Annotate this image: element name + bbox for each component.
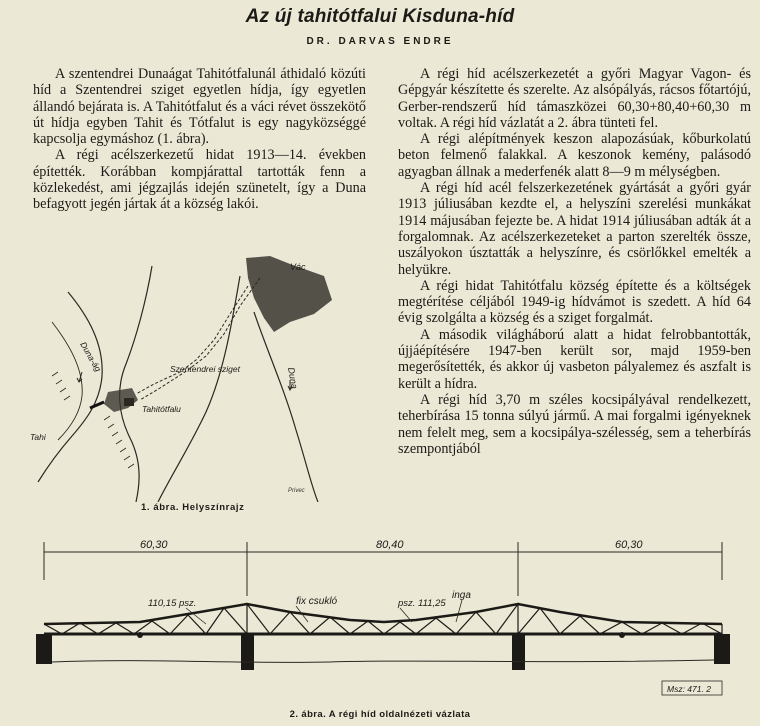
annotation-psz-left: 110,15 psz. bbox=[148, 598, 197, 609]
map-label-szentendrei-sziget: Szentendrei sziget bbox=[170, 364, 240, 374]
map-label-vac: Vác bbox=[290, 262, 306, 272]
shore-hatching bbox=[52, 372, 70, 400]
pier bbox=[512, 634, 525, 670]
map-label-dunaag: Duna-ág bbox=[78, 340, 104, 374]
span-label: 60,30 bbox=[615, 539, 643, 551]
paragraph: A régi híd 3,70 m széles kocsipályával rendelkezett, teherbírása 15 tonna súlyú jármű. A mai forgalmi igényeknek nem felelt meg, sem a kocsipálya-szélesség, sem a teherbírás szempontjából bbox=[398, 391, 751, 457]
island-west-bank bbox=[120, 266, 152, 502]
article-author: DR. DARVAS ENDRE bbox=[306, 36, 454, 47]
text-column-left bbox=[33, 66, 366, 213]
pier bbox=[714, 634, 730, 664]
map-label-tahitotfalu: Tahitótfalu bbox=[142, 404, 181, 414]
paragraph: A szentendrei Dunaágat Tahitótfalunál áthidaló közúti híd a Szentendrei sziget egyetlen hídja, így egyetlen állandó bejárata is. A Tahitótfalut és a váci révet összekötő út hídja egyben Tahit és Tótfalut is egy nagyközséggé kapcsolja egymáshoz (1. ábra). bbox=[33, 66, 366, 148]
piers bbox=[36, 634, 730, 670]
drawing-stamp: Msz: 471. 2 bbox=[667, 684, 711, 694]
article-title: Az új tahitótfalui Kisduna-híd bbox=[245, 6, 515, 27]
settlement-block bbox=[124, 398, 134, 406]
annotation-leader bbox=[456, 600, 462, 622]
map-signature: Privec bbox=[288, 488, 305, 494]
truss-web bbox=[44, 604, 722, 634]
span-label: 60,30 bbox=[140, 539, 168, 551]
truss bbox=[44, 604, 722, 634]
paragraph: A régi alépítmények keszon alapozásúak, kőburkolatú beton felmenő falakkal. A keszonok kemény, palásodó agyagban állnak a mederfenék alatt 8—9 m mélységben. bbox=[398, 131, 751, 180]
paragraph: A régi híd acélszerkezetét a győri Magyar Vagon- és Gépgyár készítette és szerelte. Az alsópályás, rácsos főtartójú, Gerber-rendszerű híd támaszközei 60,30+80,40+60,30 m voltak. A régi híd vázlatát a 2. ábra tünteti fel. bbox=[398, 66, 751, 131]
top-chord bbox=[44, 604, 722, 624]
island-east-bank bbox=[158, 276, 240, 502]
paragraph: A második világháború alatt a hidat felrobbantották, újjáépítésére 1947-ben került sor, majd 1959-ben megerősítették, és akkor új vasbeton pályalemez és aszfalt is került a hídra. bbox=[398, 326, 751, 392]
text-column-right bbox=[398, 66, 751, 457]
map-label-duna: Duna bbox=[286, 366, 300, 390]
annotation-psz-right: psz. 111,25 bbox=[398, 598, 446, 609]
annotation-fix-csuklo: fix csukló bbox=[296, 596, 338, 607]
road-line bbox=[140, 278, 260, 400]
site-map-figure bbox=[28, 252, 368, 502]
hinge-support bbox=[137, 632, 143, 638]
dunaag-left-bank bbox=[38, 292, 102, 482]
paragraph: A régi híd acél felszerkezetének gyártását a győri gyár 1913 júliusában kezdte el, a helyszíni szerelési munkákat 1914 májusában fejezte be. A hidat 1914 júliusában adták át a forgalomnak. Az acélszerkezeteket a parton szerelték össze, uszályokon úsztatták a helyszínre, és csörlőkkel emelték a helyükre. bbox=[398, 180, 751, 278]
figure2-caption: 2. ábra. A régi híd oldalnézeti vázlata bbox=[289, 709, 471, 720]
vac-town-area bbox=[246, 256, 332, 332]
water-line bbox=[52, 660, 714, 662]
bridge-marker bbox=[90, 402, 104, 408]
span-label: 80,40 bbox=[376, 539, 404, 551]
pier bbox=[241, 634, 254, 670]
map-label-tahi: Tahi bbox=[30, 432, 46, 442]
hinge-support bbox=[619, 632, 625, 638]
shore-hatching bbox=[104, 416, 134, 468]
annotation-inga: inga bbox=[452, 590, 471, 601]
paragraph: A régi acélszerkezetű hidat 1913—14. években építették. Korábban kompjárattal tartották fenn a közlekedést, ami jégzajlás idején szünetelt, így a Duna befagyott jegén jártak át a község lakói. bbox=[33, 147, 366, 213]
dunaag-inner-bank bbox=[52, 322, 82, 440]
paragraph: A régi hidat Tahitótfalu község építette és a költségek megtérítése céljából 1949-ig hídvámot is szedett. A híd 64 évig szolgálta a község és a sziget forgalmát. bbox=[398, 277, 751, 327]
bridge-elevation-figure bbox=[0, 538, 760, 708]
pier bbox=[36, 634, 52, 664]
road-line bbox=[136, 286, 248, 394]
duna-right-bank bbox=[254, 312, 318, 502]
figure1-caption: 1. ábra. Helyszínrajz bbox=[141, 502, 245, 513]
